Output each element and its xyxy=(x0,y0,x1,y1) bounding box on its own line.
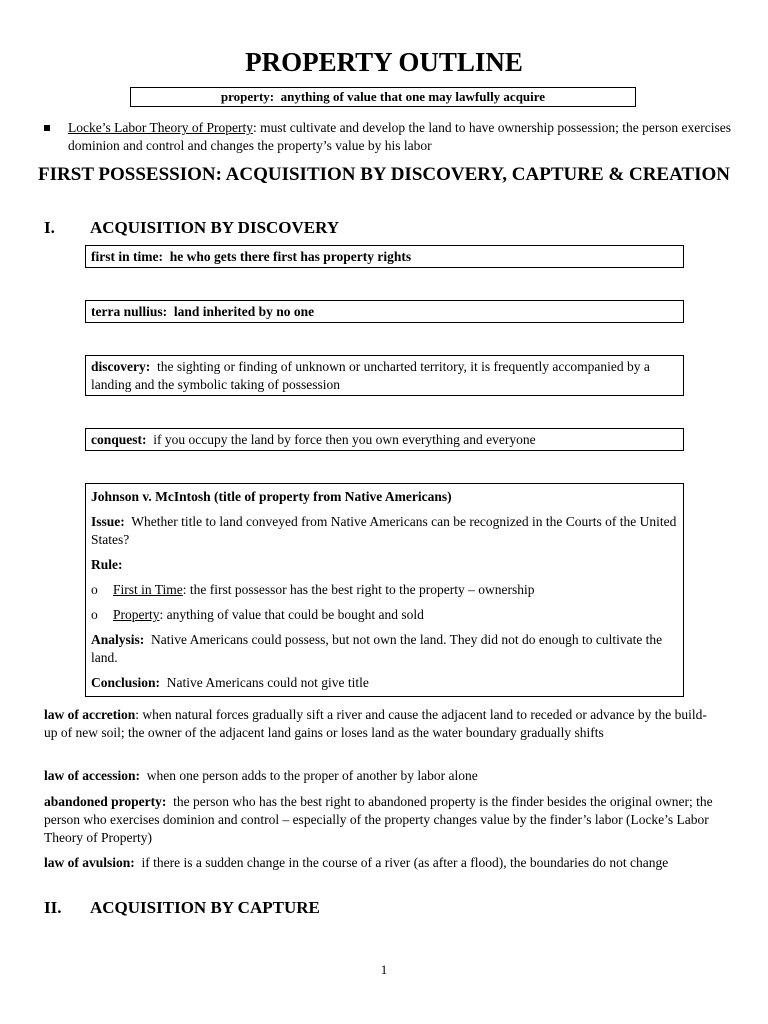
circle-bullet-icon: o xyxy=(91,582,98,597)
box-term: terra nullius: xyxy=(91,304,168,319)
avulsion-paragraph xyxy=(44,854,716,872)
section-2-numeral: II. xyxy=(44,898,62,917)
rule-item xyxy=(91,581,678,599)
document-title: PROPERTY OUTLINE xyxy=(245,47,523,77)
term-label: law of avulsion: xyxy=(44,855,135,870)
discovery-box xyxy=(85,355,684,396)
box-term: first in time: xyxy=(91,249,163,264)
square-bullet-icon xyxy=(44,125,50,131)
conclusion-text: Native Americans could not give title xyxy=(166,675,369,690)
term-label: abandoned property: xyxy=(44,794,167,809)
box-term: discovery: xyxy=(91,359,151,374)
section-2-title: ACQUISITION BY CAPTURE xyxy=(90,898,320,917)
analysis-text: Native Americans could possess, but not own the land. They did not do enough to cultivate the land. xyxy=(91,632,663,665)
section-2-heading xyxy=(44,897,320,919)
accession-paragraph xyxy=(44,767,716,785)
term-text: if there is a sudden change in the course of a river (as after a flood), the boundaries do not change xyxy=(141,855,669,870)
section-1-heading xyxy=(44,217,339,239)
issue-text: Whether title to land conveyed from Native Americans can be recognized in the Courts of the United States? xyxy=(91,514,677,547)
box-text: if you occupy the land by force then you own everything and everyone xyxy=(153,432,536,447)
first-in-time-box xyxy=(85,245,684,268)
terra-nullius-box xyxy=(85,300,684,323)
issue-label: Issue: xyxy=(91,514,125,529)
rule-text: : anything of value that could be bought and sold xyxy=(159,607,424,622)
analysis-label: Analysis: xyxy=(91,632,145,647)
box-text: he who gets there first has property rights xyxy=(169,249,412,264)
section-1-title: ACQUISITION BY DISCOVERY xyxy=(90,218,340,237)
term-text: when one person adds to the proper of another by labor alone xyxy=(146,768,478,783)
rule-term: First in Time xyxy=(113,582,183,597)
box-text: land inherited by no one xyxy=(173,304,315,319)
page-number: 1 xyxy=(380,962,388,977)
rule-term: Property xyxy=(113,607,160,622)
box-term: conquest: xyxy=(91,432,147,447)
circle-bullet-icon: o xyxy=(91,607,98,622)
case-conclusion xyxy=(91,674,678,692)
term-text: : when natural forces gradually sift a river and cause the adjacent land to receded or advance by the build-up of new soil; the owner of the adjacent land gains or loses land as the water boundary gradually shifts xyxy=(44,707,707,740)
definition-text: anything of value that one may lawfully acquire xyxy=(280,89,546,104)
abandoned-property-paragraph xyxy=(44,793,716,847)
case-issue xyxy=(91,513,678,549)
rule-label: Rule: xyxy=(91,557,123,572)
rule-item xyxy=(91,606,678,624)
bullet-text: : must cultivate and develop the land to have ownership possession; the person exercises dominion and control and changes the property’s value by his labor xyxy=(68,120,731,153)
property-definition-box xyxy=(130,87,636,107)
term-label: law of accretion xyxy=(44,707,136,722)
conquest-box xyxy=(85,428,684,451)
term-text: the person who has the best right to abandoned property is the finder besides the original owner; the person who exercises dominion and control – especially of the property changes value by the finder’s labor (Locke’s Labor Theory of Property) xyxy=(44,794,713,845)
case-title: Johnson v. McIntosh (title of property from Native Americans) xyxy=(91,489,452,504)
term-label: law of accession: xyxy=(44,768,140,783)
bullet-term: Locke’s Labor Theory of Property xyxy=(68,120,253,135)
case-analysis xyxy=(91,631,678,667)
accretion-paragraph xyxy=(44,706,716,742)
definition-term: property: xyxy=(220,89,275,104)
rule-text: : the first possessor has the best right to the property – ownership xyxy=(182,582,535,597)
box-text: the sighting or finding of unknown or uncharted territory, it is frequently accompanied by a landing and the symbolic taking of possession xyxy=(91,359,650,392)
section-1-numeral: I. xyxy=(44,218,55,237)
locke-bullet-item xyxy=(44,119,734,155)
section-heading: FIRST POSSESSION: ACQUISITION BY DISCOVERY, CAPTURE & CREATION xyxy=(38,164,730,185)
case-box xyxy=(85,483,684,697)
conclusion-label: Conclusion: xyxy=(91,675,161,690)
